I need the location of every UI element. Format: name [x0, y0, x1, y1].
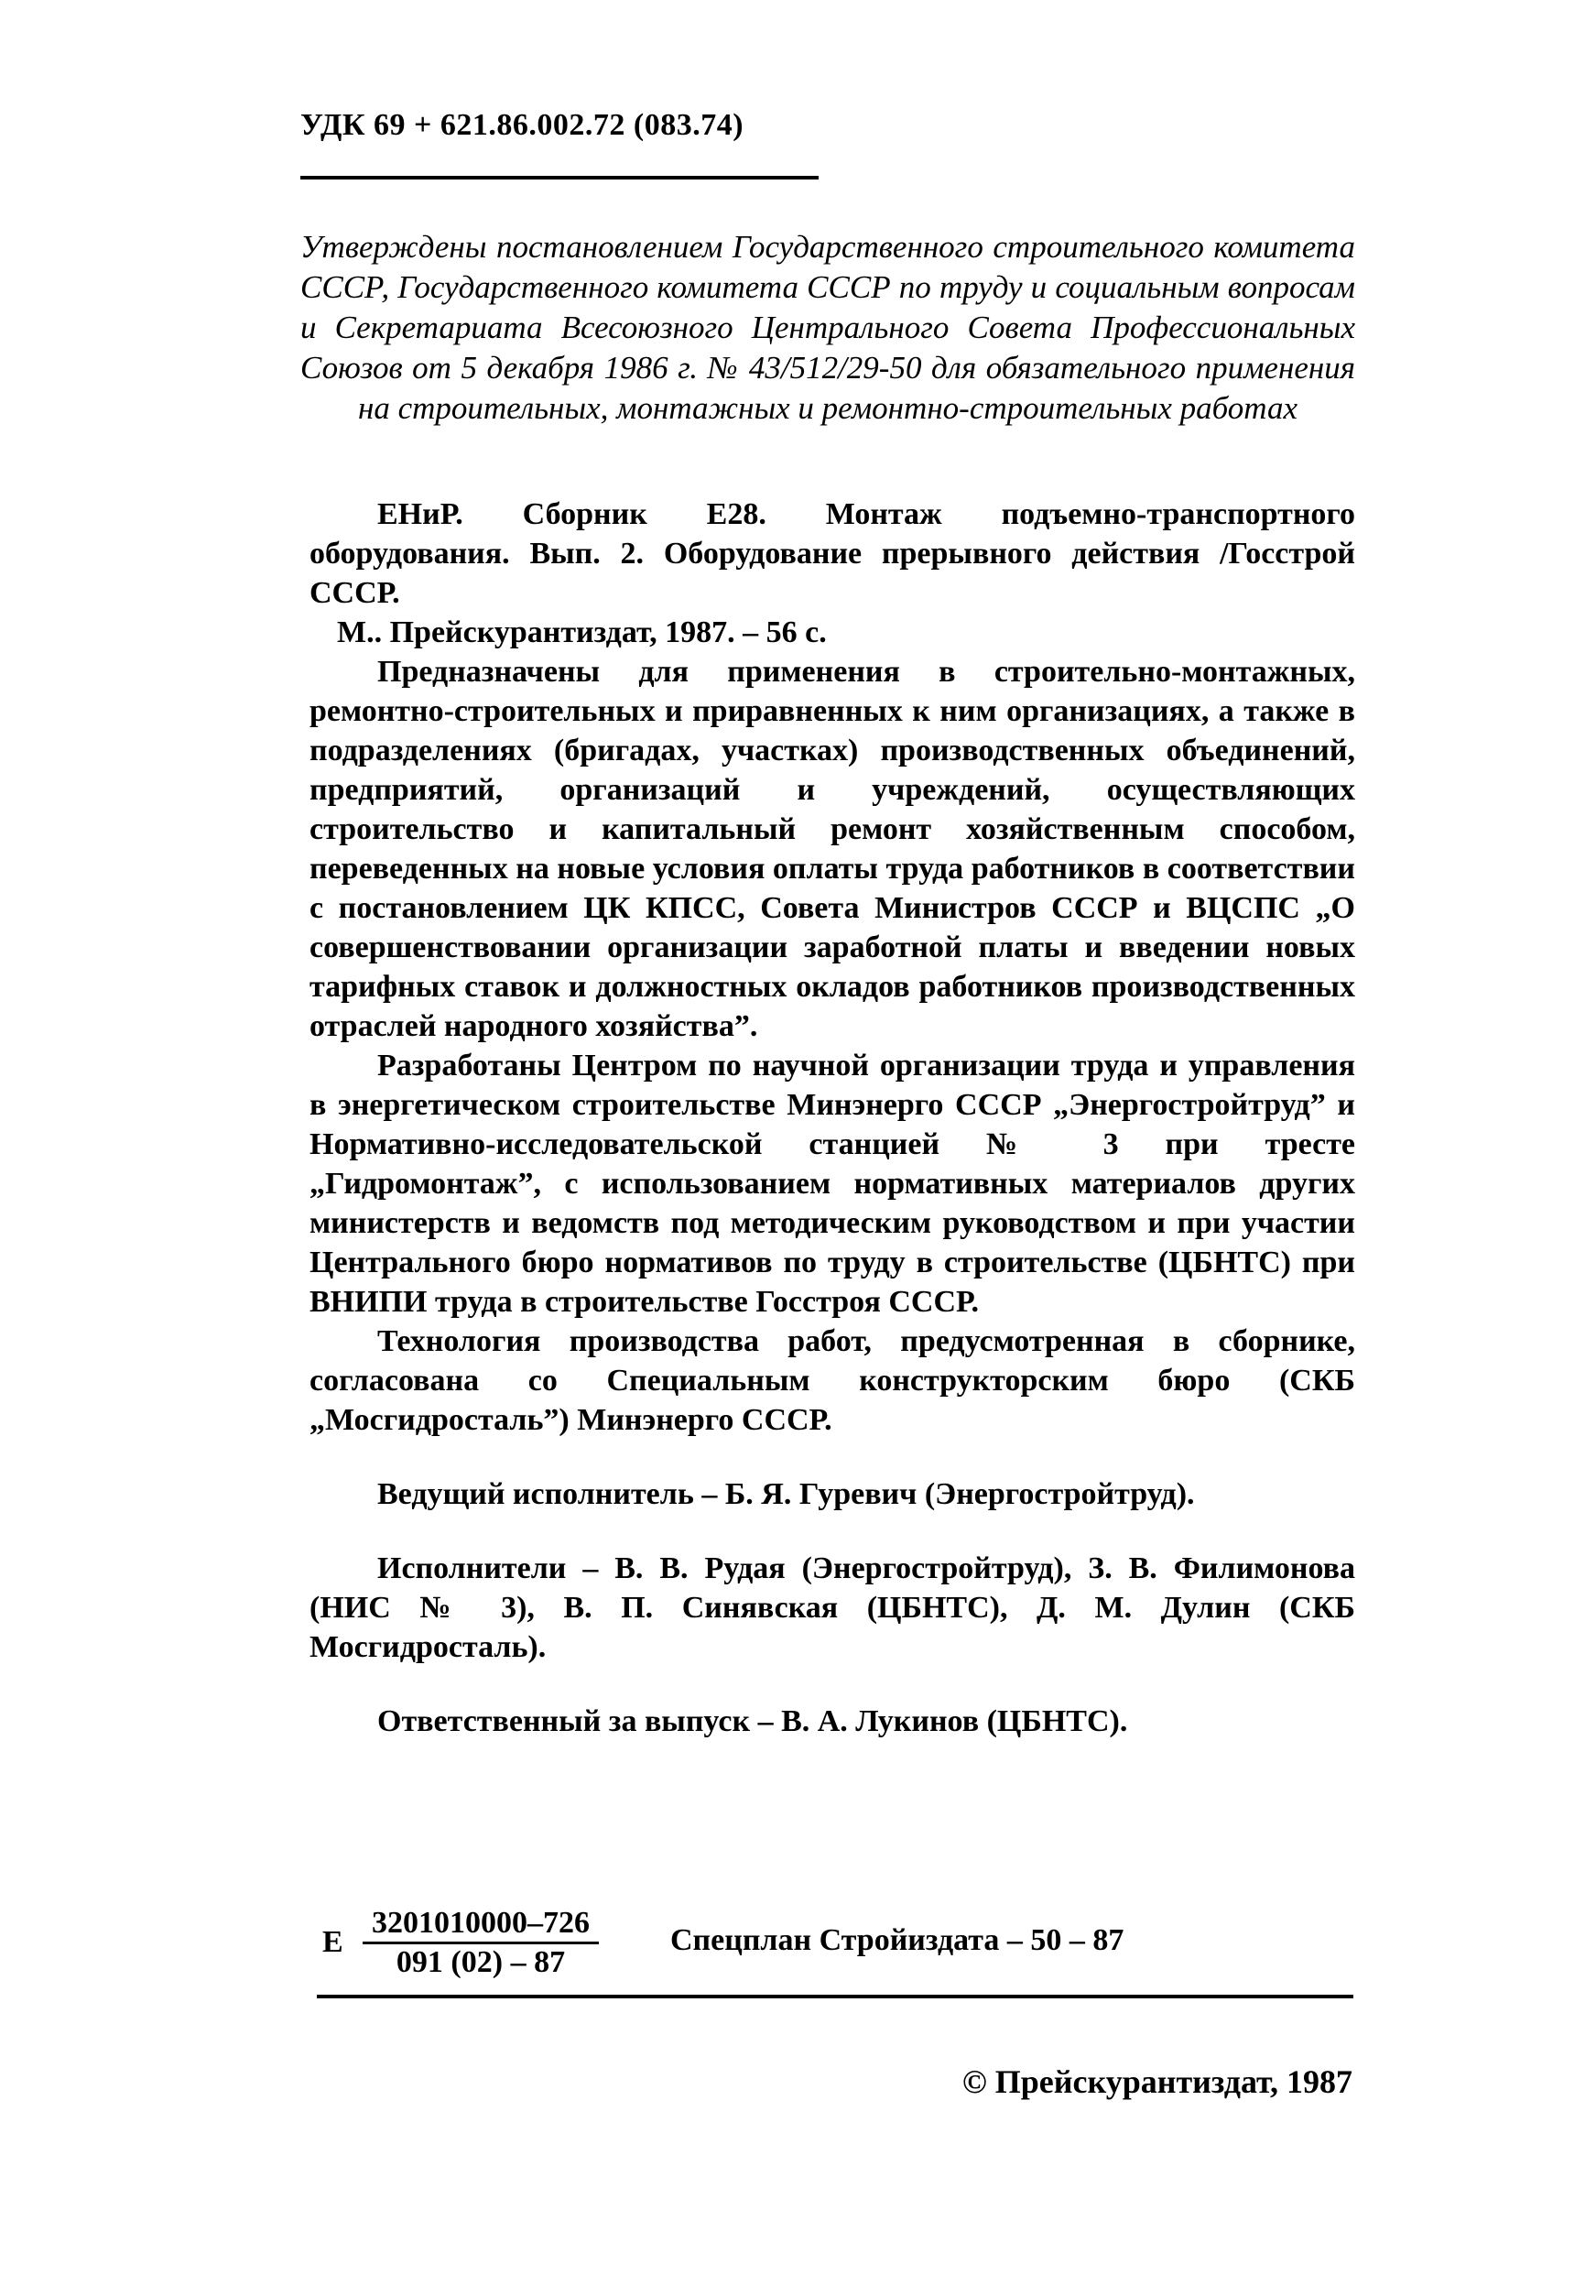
code-fraction: [363, 1905, 599, 1981]
top-divider: [300, 176, 819, 180]
executors: Исполнители – В. В. Рудая (Энергостройтруд), З. В. Филимонова (НИС № 3), В. П. Синявская (ЦБНТС), Д. М. Дулин (СКБ Мосгидросталь).: [309, 1551, 1355, 1664]
responsible-person: Ответственный за выпуск – В. А. Лукинов (ЦБНТС).: [377, 1704, 1128, 1738]
code-letter: Е: [322, 1925, 343, 1959]
bibliography-entry: ЕНиР. Сборник Е28. Монтаж подъемно-транспортного оборудования. Вып. 2. Оборудование прерывного действия /Госстрой СССР.: [309, 497, 1355, 610]
approval-statement: Утверждены постановлением Государственного строительного комитета СССР, Государственного комитета СССР по труду и социальным вопросам и Секретариата Всесоюзного Центрального Совета Профессиональных Союзов от 5 декабря 1986 г. № 43/512/29-50 для обязательного применения на строительных, монтажных и ремонтно-строительных работах: [300, 229, 1355, 426]
bibliography-publisher: М.. Прейскурантиздат, 1987. – 56 с.: [337, 615, 827, 649]
technology-paragraph: Технология производства работ, предусмотренная в сборнике, согласована со Специальным конструкторским бюро (СКБ „Мосгидросталь”) Минэнерго СССР.: [309, 1324, 1355, 1437]
code-numerator: 3201010000–726: [363, 1905, 599, 1944]
purpose-paragraph: Предназначены для применения в строительно-монтажных, ремонтно-строительных и приравненных к ним организациях, а также в подразделениях (бригадах, участках) производственных объединений, предприятий, организаций и учреждений, осуществляющих строительство и капитальный ремонт хозяйственным способом, переведенных на новые условия оплаты труда работников в соответствии с постановлением ЦК КПСС, Совета Министров СССР и ВЦСПС „О совершенствовании организации заработной платы и введении новых тарифных ставок и должностных окладов работников производственных отраслей народного хозяйства”.: [309, 655, 1355, 1043]
bottom-divider: [317, 1995, 1353, 1998]
code-denominator: 091 (02) – 87: [396, 1945, 566, 1979]
developed-paragraph: Разработаны Центром по научной организации труда и управления в энергетическом строительстве Минэнерго СССР „Энергостройтруд” и Нормативно-исследовательской станцией № 3 при тресте „Гидромонтаж”, с использованием нормативных материалов других министерств и ведомств под методическим руководством и при участии Центрального бюро нормативов по труду в строительстве (ЦБНТС) при ВНИПИ труда в строительстве Госстроя СССР.: [309, 1049, 1355, 1319]
main-text: [309, 495, 1355, 1741]
special-plan: Спецплан Стройиздата – 50 – 87: [670, 1923, 1124, 1957]
copyright-notice: © Прейскурантиздат, 1987: [961, 2063, 1352, 2100]
lead-executor: Ведущий исполнитель – Б. Я. Гуревич (Энергостройтруд).: [377, 1477, 1195, 1511]
udk-code: УДК 69 + 621.86.002.72 (083.74): [300, 108, 744, 142]
